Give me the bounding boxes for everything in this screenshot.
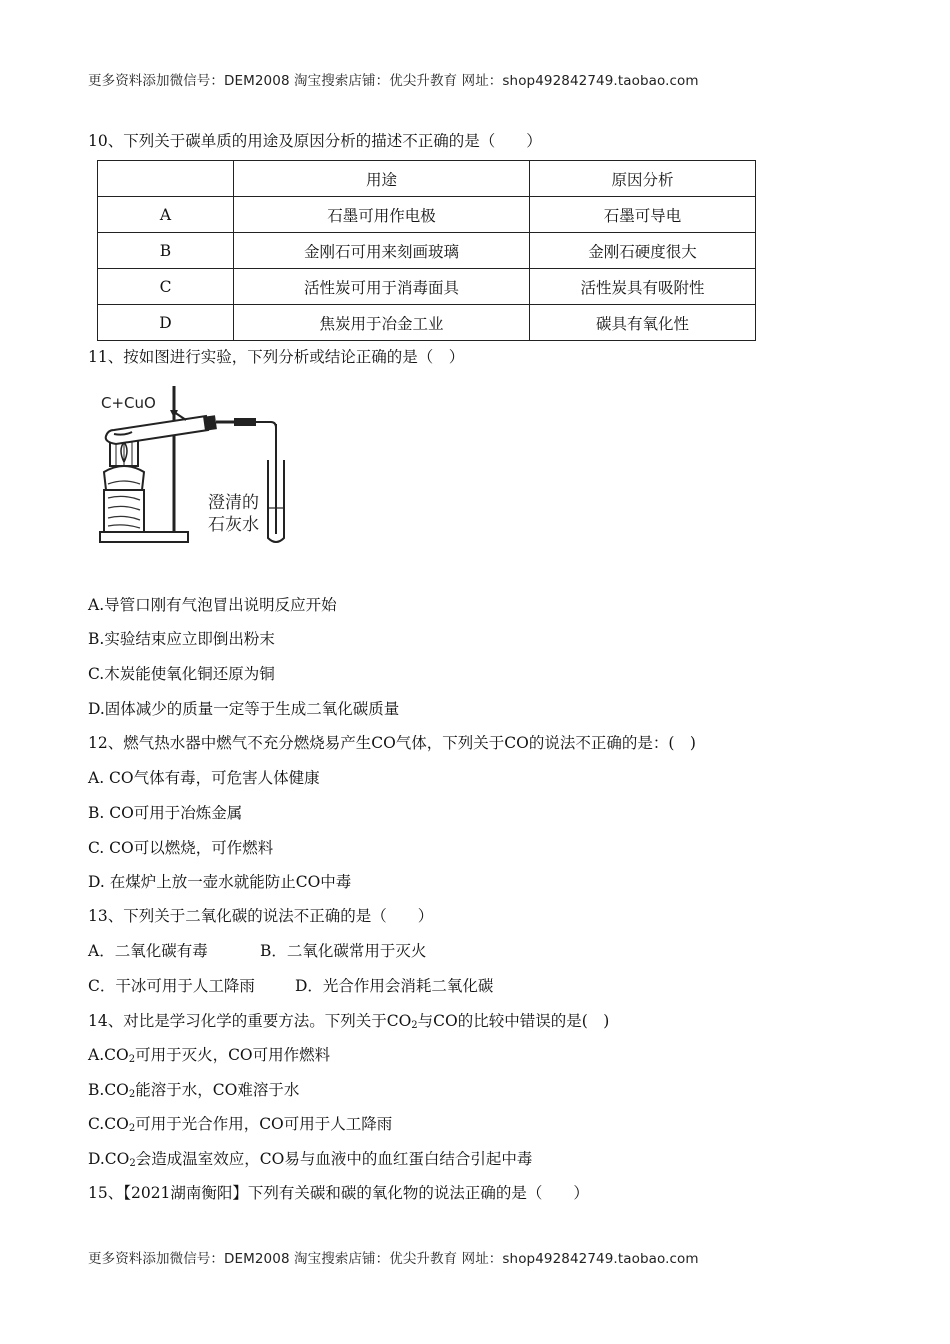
experiment-apparatus-figure <box>96 384 296 554</box>
q14-stem <box>88 1009 609 1031</box>
table-cell: 活性炭可用于消毒面具 <box>234 269 530 305</box>
q11-option-c: C.木炭能使氧化铜还原为铜 <box>88 665 275 683</box>
table-cell: 石墨可导电 <box>530 197 756 233</box>
q14-stem-text-end: 与CO的比较中错误的是( ) <box>417 1012 610 1030</box>
table-row <box>98 269 756 305</box>
q10-table <box>97 160 756 341</box>
q12-option-c: C. CO可以燃烧，可作燃料 <box>88 839 274 857</box>
q11-option-b: B.实验结束应立即倒出粉末 <box>88 630 275 648</box>
option-text: 可用于光合作用，CO可用于人工降雨 <box>135 1115 393 1133</box>
option-text: 能溶于水，CO难溶于水 <box>135 1081 300 1099</box>
q13-option-a: A．二氧化碳有毒 <box>88 942 208 960</box>
q13-option-c: C．干冰可用于人工降雨 <box>88 977 255 995</box>
option-text: 会造成温室效应，CO易与血液中的血红蛋白结合引起中毒 <box>135 1150 533 1168</box>
stand-base <box>100 532 188 542</box>
q14-stem-text: 14、对比是学习化学的重要方法。下列关于CO <box>88 1012 412 1030</box>
option-text: A.CO <box>88 1046 129 1064</box>
table-cell: A <box>98 197 234 233</box>
option-text: B.CO <box>88 1081 129 1099</box>
table-cell: 焦炭用于冶金工业 <box>234 305 530 341</box>
subscript: 2 <box>411 1020 418 1031</box>
q13-stem: 13、下列关于二氧化碳的说法不正确的是（ ） <box>88 907 434 925</box>
q11-stem: 11、按如图进行实验，下列分析或结论正确的是（ ） <box>88 348 465 366</box>
table-cell <box>98 161 234 197</box>
rubber-tube <box>234 418 256 426</box>
table-row <box>98 197 756 233</box>
page-footer: 更多资料添加微信号：DEM2008 淘宝搜索店铺：优尖升教育 网址：shop492842749.taobao.com <box>88 1251 699 1267</box>
subscript: 2 <box>128 1089 136 1100</box>
q13-option-b: B．二氧化碳常用于灭火 <box>260 942 427 960</box>
option-text: 可用于灭火，CO可用作燃料 <box>135 1046 331 1064</box>
table-row <box>98 233 756 269</box>
q14-option-d <box>88 1147 532 1169</box>
limewater-label-line1: 澄清的 <box>208 493 259 513</box>
stopper <box>203 415 217 431</box>
table-cell: 石墨可用作电极 <box>234 197 530 233</box>
q12-option-a: A. CO气体有毒，可危害人体健康 <box>88 769 320 787</box>
option-text: D.CO <box>88 1150 130 1168</box>
q11-option-d: D.固体减少的质量一定等于生成二氧化碳质量 <box>88 700 400 718</box>
q14-option-a <box>88 1043 330 1065</box>
page-header: 更多资料添加微信号：DEM2008 淘宝搜索店铺：优尖升教育 网址：shop492842749.taobao.com <box>88 73 699 89</box>
table-header-use: 用途 <box>234 161 530 197</box>
q10-stem: 10、下列关于碳单质的用途及原因分析的描述不正确的是（ ） <box>88 132 542 150</box>
q12-option-d: D. 在煤炉上放一壶水就能防止CO中毒 <box>88 873 352 891</box>
q14-option-b <box>88 1078 299 1100</box>
subscript: 2 <box>128 1054 136 1065</box>
tilted-test-tube <box>106 416 208 444</box>
table-cell: B <box>98 233 234 269</box>
q14-option-c <box>88 1112 392 1134</box>
table-row <box>98 161 756 197</box>
q12-stem: 12、燃气热水器中燃气不充分燃烧易产生CO气体，下列关于CO的说法不正确的是：( ) <box>88 734 696 752</box>
q12-option-b: B. CO可用于冶炼金属 <box>88 804 243 822</box>
subscript: 2 <box>129 1158 136 1169</box>
table-row <box>98 305 756 341</box>
table-cell: 金刚石可用来刻画玻璃 <box>234 233 530 269</box>
reagent-label: C+CuO <box>101 394 156 412</box>
table-cell: 碳具有氧化性 <box>530 305 756 341</box>
option-text: C.CO <box>88 1115 129 1133</box>
subscript: 2 <box>128 1123 136 1134</box>
table-cell: 金刚石硬度很大 <box>530 233 756 269</box>
q11-option-a: A.导管口刚有气泡冒出说明反应开始 <box>88 596 337 614</box>
table-header-reason: 原因分析 <box>530 161 756 197</box>
q13-option-d: D．光合作用会消耗二氧化碳 <box>295 977 494 995</box>
table-cell: C <box>98 269 234 305</box>
q15-stem: 15、【2021湖南衡阳】下列有关碳和碳的氧化物的说法正确的是（ ） <box>88 1184 589 1202</box>
table-cell: 活性炭具有吸附性 <box>530 269 756 305</box>
limewater-label-line2: 石灰水 <box>208 515 259 535</box>
alcohol-lamp <box>104 466 144 490</box>
table-cell: D <box>98 305 234 341</box>
